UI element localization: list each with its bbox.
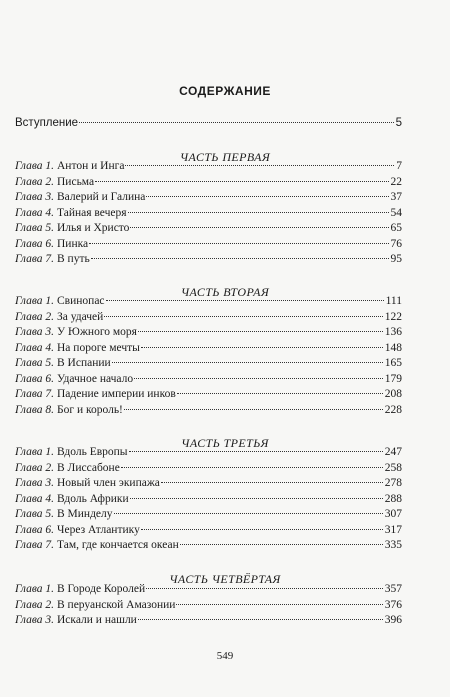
chapter-page: 258 (384, 461, 402, 474)
toc-row (15, 614, 402, 630)
dot-leader (95, 180, 388, 182)
intro-page: 5 (395, 117, 402, 129)
dot-leader (125, 164, 394, 166)
toc-row (15, 373, 402, 389)
dot-leader (128, 211, 389, 213)
toc-row (15, 446, 402, 462)
dot-leader (141, 346, 383, 348)
chapter-number: Глава 5. (15, 222, 54, 234)
chapter-page: 111 (385, 295, 402, 307)
chapter-page: 357 (384, 583, 402, 595)
chapter-title: В Минделу (57, 508, 113, 520)
chapter-page: 7 (396, 160, 402, 172)
chapter-title: На пороге мечты (57, 341, 140, 354)
chapter-page: 136 (384, 326, 402, 338)
intro-label: Вступление (15, 117, 79, 129)
chapter-page: 278 (384, 477, 402, 489)
dot-leader (89, 242, 388, 244)
toc-row (15, 508, 402, 524)
part-title-4: ЧАСТЬ ЧЕТВЁРТАЯ (169, 572, 281, 586)
toc-row (15, 493, 402, 509)
chapter-number: Глава 3. (15, 326, 54, 338)
chapter-title: Удачное начало (57, 372, 134, 385)
chapter-number: Глава 3. (15, 614, 54, 626)
chapter-page: 148 (384, 341, 402, 354)
toc-row (15, 295, 402, 311)
chapter-number: Глава 7. (15, 253, 54, 265)
chapter-number: Глава 3. (15, 191, 54, 203)
chapter-page: 179 (384, 372, 402, 385)
chapter-number: Глава 6. (15, 372, 54, 385)
chapter-page: 396 (384, 614, 402, 626)
chapter-title: Свинопас (57, 295, 105, 307)
chapter-number: Глава 6. (15, 237, 54, 250)
chapter-number: Глава 8. (15, 403, 54, 416)
chapter-title: Там, где кончается океан (57, 539, 179, 551)
chapter-number: Глава 6. (15, 523, 54, 536)
part-1-chapters (15, 160, 402, 269)
toc-row (15, 388, 402, 404)
chapter-page: 317 (384, 523, 402, 536)
chapter-page: 288 (384, 492, 402, 505)
chapter-title: Илья и Христо (57, 222, 130, 234)
chapter-title: Новый член экипажа (57, 477, 160, 489)
chapter-title: В путь (57, 253, 90, 265)
chapter-title: В Городе Королей (57, 583, 146, 595)
toc-row (15, 311, 402, 327)
toc-row (15, 191, 402, 207)
chapter-title: Через Атлантику (57, 523, 140, 536)
chapter-page: 22 (390, 175, 402, 188)
page-title: СОДЕРЖАНИЕ (179, 84, 271, 98)
chapter-title: В Лиссабоне (57, 461, 120, 474)
dot-leader (112, 361, 383, 363)
chapter-page: 247 (384, 446, 402, 458)
dot-leader (91, 257, 389, 259)
chapter-number: Глава 4. (15, 206, 54, 219)
toc-row (15, 238, 402, 254)
chapter-title: Валерий и Галина (57, 191, 146, 203)
chapter-page: 376 (384, 598, 402, 611)
chapter-title: Вдоль Европы (57, 446, 128, 458)
toc-row (15, 222, 402, 238)
dot-leader (124, 408, 383, 410)
chapter-number: Глава 1. (15, 583, 54, 595)
toc-row (15, 176, 402, 192)
chapter-page: 228 (384, 403, 402, 416)
chapter-title: Искали и нашли (57, 614, 137, 626)
dot-leader (79, 121, 394, 123)
dot-leader (146, 195, 388, 197)
chapter-page: 54 (390, 206, 402, 219)
chapter-page: 208 (384, 388, 402, 400)
toc-row (15, 342, 402, 358)
chapter-number: Глава 2. (15, 598, 54, 611)
toc-intro-row (15, 117, 402, 129)
dot-leader (177, 392, 383, 394)
dot-leader (104, 315, 382, 317)
dot-leader (130, 497, 383, 499)
dot-leader (114, 512, 383, 514)
chapter-title: Антон и Инга (57, 160, 125, 172)
toc-row (15, 253, 402, 269)
dot-leader (129, 450, 383, 452)
dot-leader (106, 299, 384, 301)
chapter-number: Глава 4. (15, 341, 54, 354)
chapter-title: Тайная вечеря (57, 206, 127, 219)
chapter-page: 307 (384, 508, 402, 520)
toc-row (15, 462, 402, 478)
chapter-page: 76 (390, 237, 402, 250)
dot-leader (130, 226, 388, 228)
chapter-page: 95 (390, 253, 402, 265)
toc-row (15, 599, 402, 615)
part-4-chapters (15, 583, 402, 630)
dot-leader (138, 330, 383, 332)
dot-leader (134, 377, 383, 379)
chapter-title: Падение империи инков (57, 388, 176, 400)
dot-leader (180, 543, 383, 545)
part-title-1: ЧАСТЬ ПЕРВАЯ (179, 150, 271, 164)
chapter-page: 122 (384, 310, 402, 323)
chapter-title: У Южного моря (57, 326, 137, 338)
page-number: 549 (216, 650, 234, 662)
toc-row (15, 404, 402, 420)
chapter-number: Глава 3. (15, 477, 54, 489)
part-title-3: ЧАСТЬ ТРЕТЬЯ (181, 436, 269, 450)
chapter-title: В Испании (57, 357, 111, 369)
chapter-number: Глава 2. (15, 175, 54, 188)
toc-row (15, 477, 402, 493)
toc-row (15, 207, 402, 223)
dot-leader (146, 587, 383, 589)
chapter-number: Глава 7. (15, 539, 54, 551)
chapter-page: 37 (390, 191, 402, 203)
chapter-number: Глава 1. (15, 160, 54, 172)
chapter-title: За удачей (57, 310, 104, 323)
toc-row (15, 539, 402, 555)
toc-row (15, 357, 402, 373)
chapter-number: Глава 7. (15, 388, 54, 400)
chapter-page: 165 (384, 357, 402, 369)
chapter-title: Вдоль Африки (57, 492, 129, 505)
part-3-chapters (15, 446, 402, 555)
dot-leader (161, 481, 383, 483)
chapter-number: Глава 4. (15, 492, 54, 505)
chapter-page: 65 (390, 222, 402, 234)
part-2-chapters (15, 295, 402, 419)
chapter-number: Глава 1. (15, 295, 54, 307)
chapter-number: Глава 5. (15, 357, 54, 369)
dot-leader (141, 528, 383, 530)
dot-leader (176, 603, 382, 605)
dot-leader (138, 618, 383, 620)
chapter-title: Бог и король! (57, 403, 123, 416)
toc-row (15, 326, 402, 342)
chapter-page: 335 (384, 539, 402, 551)
part-title-2: ЧАСТЬ ВТОРАЯ (180, 285, 270, 299)
chapter-title: В перуанской Амазонии (57, 598, 176, 611)
chapter-number: Глава 1. (15, 446, 54, 458)
chapter-title: Письма (57, 175, 95, 188)
toc-row (15, 583, 402, 599)
chapter-number: Глава 2. (15, 461, 54, 474)
chapter-number: Глава 5. (15, 508, 54, 520)
chapter-title: Пинка (57, 237, 89, 250)
toc-row (15, 524, 402, 540)
dot-leader (121, 466, 383, 468)
toc-row (15, 160, 402, 176)
chapter-number: Глава 2. (15, 310, 54, 323)
